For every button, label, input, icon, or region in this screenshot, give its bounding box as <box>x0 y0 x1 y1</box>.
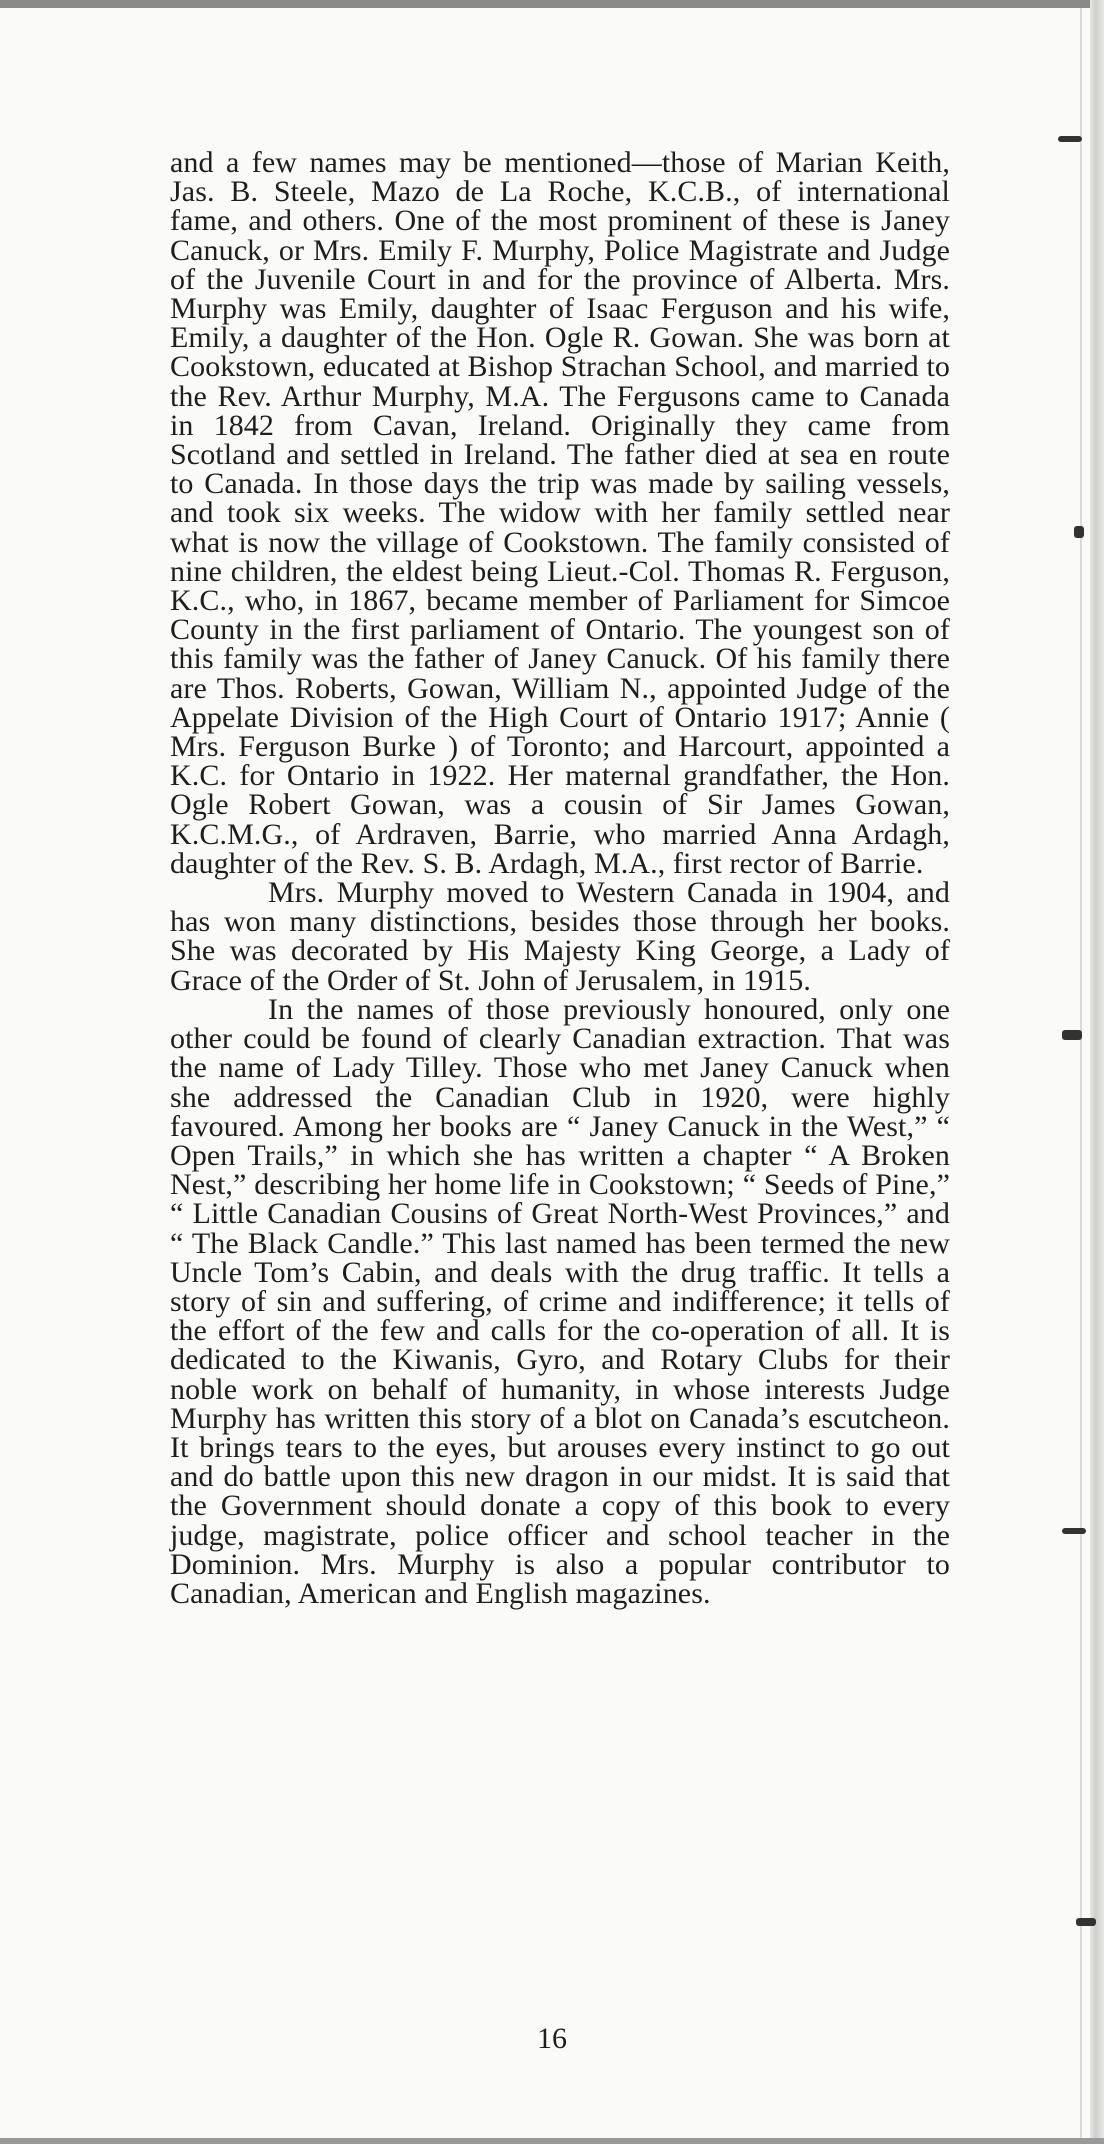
scan-speck <box>1074 526 1084 538</box>
scan-speck <box>1076 1918 1096 1926</box>
paragraph-books: In the names of those previously honoured, only one other could be found of clearly Canadian extraction. That was the name of Lady Tilley. Those who met Janey Canuck when she addressed the Canadian Club in 1920, were highly favoured. Among her books are “ Janey Canuck in the West,” “ Open Trails,” in which she has written a chapter “ A Broken Nest,” describing her home life in Cookstown; “ Seeds of Pine,” “ Little Canadian Cousins of Great North-West Provinces,” and “ The Black Candle.” This last named has been termed the new Uncle Tom’s Cabin, and deals with the drug traffic. It tells a story of sin and suffering, of crime and indifference; it tells of the effort of the few and calls for the co-operation of all. It is dedicated to the Kiwanis, Gyro, and Rotary Clubs for their noble work on behalf of humanity, in whose interests Judge Murphy has written this story of a blot on Canada’s escutcheon. It brings tears to the eyes, but arouses every instinct to go out and do battle upon this new dragon in our midst. It is said that the Government should donate a copy of this book to every judge, magistrate, police officer and school teacher in the Dominion. Mrs. Murphy is also a popular contributor to Canadian, American and English magazines. <box>170 992 950 1610</box>
scan-speck <box>1062 1528 1086 1534</box>
scan-top-edge <box>0 0 1104 8</box>
page-number: 16 <box>537 2022 567 2055</box>
scan-right-edge <box>1090 0 1104 2144</box>
scan-fold-line <box>1080 8 1082 2144</box>
paragraph-family-history: and a few names may be mentioned—those of Marian Keith, Jas. B. Steele, Mazo de La Roche, K.C.B., of international fame, and others. One of the most prominent of these is Janey Canuck, or Mrs. Emily F. Murphy, Police Magistrate and Judge of the Juvenile Court in and for the province of Alberta. Mrs. Murphy was Emily, daughter of Isaac Ferguson and his wife, Emily, a daughter of the Hon. Ogle R. Gowan. She was born at Cookstown, educated at Bishop Strachan School, and married to the Rev. Arthur Murphy, M.A. The Fergusons came to Canada in 1842 from Cavan, Ireland. Originally they came from Scotland and settled in Ireland. The father died at sea en route to Canada. In those days the trip was made by sailing vessels, and took six weeks. The widow with her family settled near what is now the village of Cookstown. The family consisted of nine children, the eldest being Lieut.-Col. Thomas R. Ferguson, K.C., who, in 1867, became member of Parliament for Simcoe County in the first parliament of Ontario. The youngest son of this family was the father of Janey Canuck. Of his family there are Thos. Roberts, Gowan, William N., appointed Judge of the Appelate Division of the High Court of Ontario 1917; Annie ( Mrs. Ferguson Burke ) of Toronto; and Harcourt, appointed a K.C. for Ontario in 1922. Her maternal grandfather, the Hon. Ogle Robert Gowan, was a cousin of Sir James Gowan, K.C.M.G., of Ardraven, Barrie, who married Anna Ardagh, daughter of the Rev. S. B. Ardagh, M.A., first rector of Barrie. <box>170 146 950 880</box>
scan-speck <box>1058 136 1082 142</box>
scan-speck <box>1062 1030 1082 1040</box>
paragraph-distinctions: Mrs. Murphy moved to Western Canada in 1904, and has won many distinctions, besides those through her books. She was decorated by His Majesty King George, a Lady of Grace of the Order of St. John of Jerusalem, in 1915. <box>170 876 950 997</box>
scan-bottom-edge <box>0 2138 1104 2144</box>
page-text-block <box>170 148 950 1608</box>
